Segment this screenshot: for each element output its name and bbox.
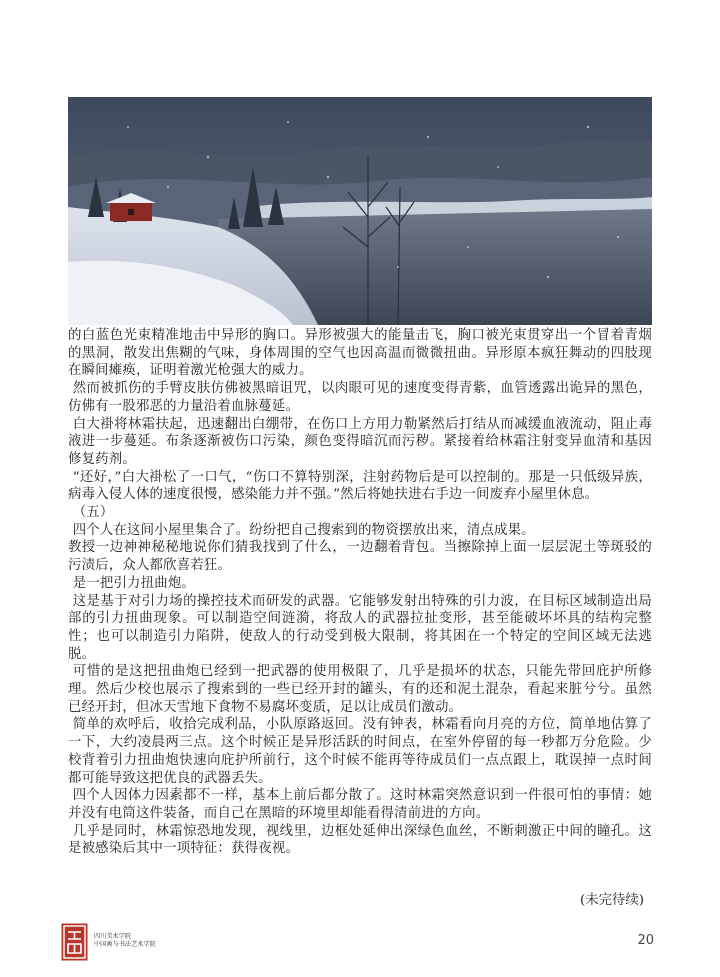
academy-seal-icon xyxy=(61,923,88,961)
page-number: 20 xyxy=(637,933,654,948)
paragraph: 教授一边神神秘秘地说你们猜我找到了什么，一边翻着背包。当擦除掉上面一层层泥土等斑驳的污渍后，众人都欣喜若狂。 xyxy=(68,540,652,574)
snowy-lake-landscape-image xyxy=(68,97,652,325)
paragraph: 几乎是同时，林霜惊恐地发现，视线里，边框处延伸出深绿色血丝，不断刺激正中间的瞳孔。这是被感染后其中一项特征：获得夜视。 xyxy=(68,823,652,857)
paragraph: 白大褂将林霜扶起，迅速翻出白绷带，在伤口上方用力勒紧然后打结从而减缓血液流动，阻止毒液进一步蔓延。布条逐渐被伤口污染，颜色变得暗沉而污秽。紧接着给林霜注射变异血清和基因修复药剂。 xyxy=(68,416,652,467)
to-be-continued-note: (未完待续) xyxy=(579,893,644,908)
paragraph: 是一把引力扭曲炮。 xyxy=(72,575,196,591)
paragraph: 简单的欢呼后，收拾完成利品，小队原路返回。没有钟表，林霜看向月亮的方位，简单地估算了一下，大约凌晨两三点。这个时候正是异形活跃的时间点，在室外停留的每一秒都万分危险。少校背着引力扭曲炮快速向庇护所前行，这个时候不能再等待成员们一点点跟上，耽误掉一点时间都可能导致这把优良的武器丢失。 xyxy=(68,717,652,786)
paragraph: 四个人在这间小屋里集合了。纷纷把自己搜索到的物资摆放出来，清点成果。 xyxy=(72,522,535,538)
paragraph: 四个人因体力因素都不一样，基本上前后都分散了。这时林霜突然意识到一件很可怕的事情：她并没有电筒这件装备，而自己在黑暗的环境里却能看得清前进的方向。 xyxy=(68,788,652,821)
paragraph: 的白蓝色光束精准地击中异形的胸口。异形被强大的能量击飞，胸口被光束贯穿出一个冒着青烟的黑洞，散发出焦糊的气味，身体周围的空气也因高温而微微扭曲。异形原本疯狂舞动的四肢现在瞬间瘫痪，证明着激光枪强大的威力。 xyxy=(68,328,652,379)
section-heading: （五） xyxy=(72,505,114,521)
institution-name xyxy=(94,933,156,949)
institution-line-1: 四川美术学院 xyxy=(94,933,132,940)
institution-line-2: 中国画与书法艺术学院 xyxy=(94,941,156,949)
article-body xyxy=(68,327,652,858)
paragraph: “还好，”白大褂松了一口气，“伤口不算特别深，注射药物后是可以控制的。那是一只低级异族，病毒入侵人体的速度很慢，感染能力并不强。”然后将她扶进右手边一间废弃小屋里休息。 xyxy=(68,469,652,503)
paragraph: 然而被抓伤的手臂皮肤仿佛被黑暗诅咒，以肉眼可见的速度变得青紫，血管透露出诡异的黑色，仿佛有一股邪恶的力量沿着血脉蔓延。 xyxy=(68,381,652,414)
paragraph: 可惜的是这把扭曲炮已经到一把武器的使用极限了，几乎是损坏的状态，只能先带回庇护所修理。然后少校也展示了搜索到的一些已经开封的罐头，有的还和泥土混杂，看起来脏兮兮。虽然已经开封，但冰天雪地下食物不易腐坏变质，足以让成员们激动。 xyxy=(68,664,652,715)
paragraph: 这是基于对引力场的操控技术而研发的武器。它能够发射出特殊的引力波，在目标区域制造出局部的引力扭曲现象。可以制造空间涟漪，将敌人的武器拉扯变形，甚至能破坏坏具的结构完整性；也可以制造引力陷阱，使敌人的行动受到极大限制，将其困在一个特定的空间区域无法逃脱。 xyxy=(68,593,652,662)
